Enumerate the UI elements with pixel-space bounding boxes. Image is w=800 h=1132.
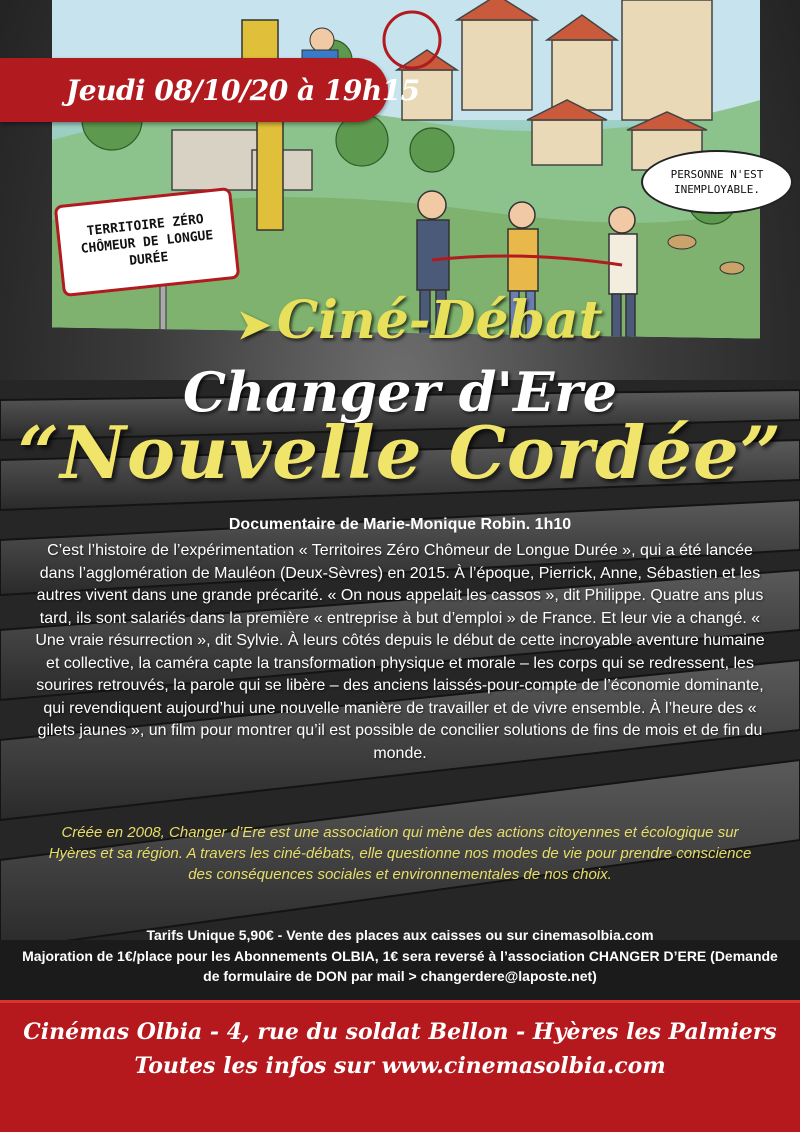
arrow-icon: ➤ <box>237 301 271 348</box>
association-description: Créée en 2008, Changer d’Ere est une association qui mène des actions citoyennes et écologique sur Hyères et sa région. A travers les ciné-débats, elle questionne nos modes de vie pour prendre conscience des conséquences sociales et environnementales de nos choix. <box>48 824 752 883</box>
speech-bubble-text: PERSONNE N'EST INEMPLOYABLE. <box>670 168 764 196</box>
pricing-line-2: Majoration de 1€/place pour les Abonnements OLBIA, 1€ sera reversé à l’association CHANGER D’ERE (Demande de formulaire de DON par mail > changerdere@laposte.net) <box>22 947 778 984</box>
date-banner <box>0 58 420 122</box>
territoire-sign-text: TERRITOIRE ZÉRO CHÔMEUR DE LONGUE DURÉE <box>80 211 214 269</box>
speech-bubble <box>641 150 793 214</box>
pricing-line-1: Tarifs Unique 5,90€ - Vente des places aux caisses ou sur cinemasolbia.com <box>146 927 654 943</box>
cinema-website: Toutes les infos sur www.cinemasolbia.com <box>134 1053 666 1079</box>
footer-banner <box>0 1000 800 1132</box>
film-title: “Nouvelle Cordée” <box>17 410 783 495</box>
event-date: Jeudi 08/10/20 à 19h15 <box>66 73 420 107</box>
organizer-title: Changer d'Ere <box>182 360 618 424</box>
film-synopsis: C’est l’histoire de l’expérimentation « Territoires Zéro Chômeur de Longue Durée », qui a été lancée dans l’agglomération de Mauléon (Deux-Sèvres) en 2015. À l’époque, Pierrick, Anne, Sébastien et les autres vivent dans une grande précarité. « On nous appelait les cassos », dit Philippe. Quatre ans plus tard, ils sont salariés dans la première « entreprise à but d’emploi » de France. Et leur vie a changé. « Une vraie résurrection », dit Sylvie. À leurs côtés depuis le début de cette incroyable aventure humaine et collective, la caméra capte la transformation physique et morale – les corps qui se redressent, les sourires retrouvés, la parole qui se libère – des anciens laissés-pour-compte de l’économie dominante, qui revendiquent aujourd’hui une nouvelle manière de travailler et de vivre ensemble. À l’heure des « gilets jaunes », un film pour montrer qu’il est possible de concilier solutions de fins de mois et de fin du monde. <box>35 542 765 762</box>
cine-debat-label: Ciné-Débat <box>276 290 603 351</box>
cinema-address: Cinémas Olbia - 4, rue du soldat Bellon - Hyères les Palmiers <box>23 1019 777 1045</box>
territoire-sign <box>54 187 241 297</box>
pricing-info <box>20 925 780 987</box>
film-subtitle: Documentaire de Marie-Monique Robin. 1h10 <box>228 516 572 533</box>
cine-debat-title <box>0 290 800 351</box>
